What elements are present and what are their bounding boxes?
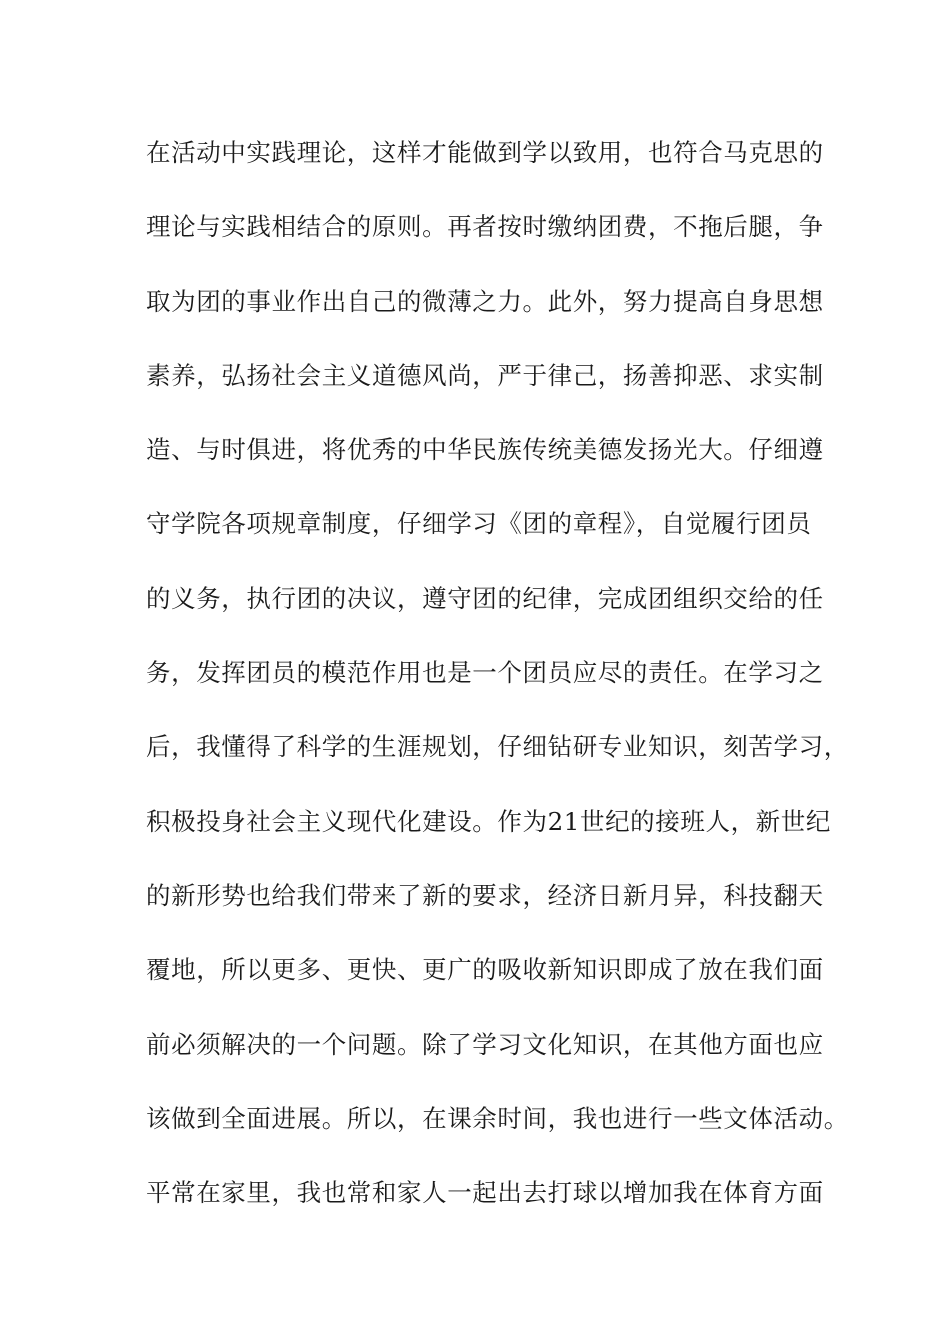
text-line-4: 素养，弘扬社会主义道德风尚，严于律己，扬善抑恶、求实制 [146,360,824,390]
text-line-12: 覆地，所以更多、更快、更广的吸收新知识即成了放在我们面 [146,955,824,985]
text-line-13: 前必须解决的一个问题。除了学习文化知识，在其他方面也应 [146,1029,824,1059]
text-line-11: 的新形势也给我们带来了新的要求，经济日新月异，科技翻天 [146,880,824,910]
text-line-7: 的义务，执行团的决议，遵守团的纪律，完成团组织交给的任 [146,583,824,613]
text-line-1: 在活动中实践理论，这样才能做到学以致用，也符合马克思的 [146,138,824,167]
text-line-15: 平常在家里，我也常和家人一起出去打球以增加我在体育方面 [146,1178,824,1208]
text-line-10: 积极投身社会主义现代化建设。作为21世纪的接班人，新世纪 [146,806,831,836]
text-line-9: 后，我懂得了科学的生涯规划，仔细钻研专业知识，刻苦学习， [146,732,849,762]
text-line-14: 该做到全面进展。所以，在课余时间，我也进行一些文体活动。 [146,1103,849,1133]
body-text [146,131,849,1245]
text-line-6: 守学院各项规章制度，仔细学习《团的章程》，自觉履行团员 [146,509,812,539]
text-line-2: 理论与实践相结合的原则。再者按时缴纳团费，不拖后腿，争 [146,212,824,242]
text-line-8: 务，发挥团员的模范作用也是一个团员应尽的责任。在学习之 [146,658,824,688]
text-line-3: 取为团的事业作出自己的微薄之力。此外，努力提高自身思想 [146,286,824,316]
text-line-5: 造、与时俱进，将优秀的中华民族传统美德发扬光大。仔细遵 [146,435,824,465]
